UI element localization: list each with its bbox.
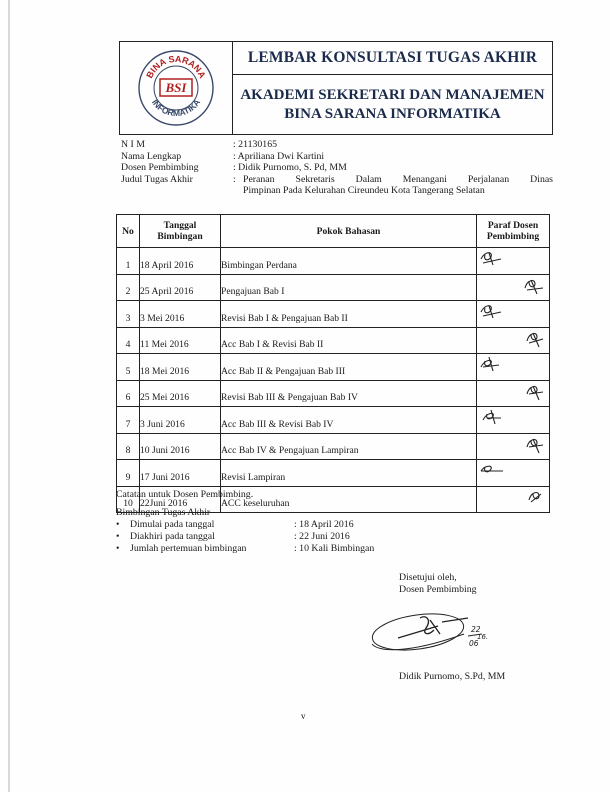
row-signature <box>477 486 550 513</box>
row-signature <box>477 301 550 328</box>
row-date: 18 April 2016 <box>140 248 221 275</box>
initial-signature-icon <box>479 302 505 322</box>
info-value-continued: Pimpinan Pada Kelurahan Cireundeu Kota Tangerang Selatan <box>243 185 485 196</box>
table-row <box>117 274 550 301</box>
row-number: 2 <box>117 274 140 301</box>
logo-cell <box>120 42 233 134</box>
summary-item <box>116 543 374 555</box>
institution-line1: AKADEMI SEKRETARI DAN MANAJEMEN <box>240 86 545 103</box>
row-signature <box>477 407 550 434</box>
document-header <box>119 41 553 135</box>
summary-value: : 10 Kali Bimbingan <box>294 543 375 554</box>
initial-signature-icon <box>523 276 549 296</box>
row-date: 3 Juni 2016 <box>140 407 221 434</box>
initial-signature-icon <box>525 435 551 455</box>
row-signature <box>477 433 550 460</box>
info-row-thesis-title-cont <box>121 185 553 197</box>
col-header-no: No <box>117 215 140 248</box>
row-number: 3 <box>117 301 140 328</box>
bullet-icon: • <box>116 531 120 542</box>
info-label: Dosen Pembimbing <box>121 162 199 173</box>
row-topic: ACC keseluruhan <box>221 486 477 513</box>
row-number: 5 <box>117 354 140 381</box>
title-cell <box>233 42 552 134</box>
row-number: 4 <box>117 327 140 354</box>
info-value: : Didik Purnomo, S. Pd, MM <box>233 162 347 173</box>
info-row-name <box>121 151 553 163</box>
signer-name: Didik Purnomo, S.Pd, MM <box>399 671 506 682</box>
row-signature <box>477 327 550 354</box>
svg-text:22: 22 <box>471 625 481 634</box>
row-topic: Revisi Bab III & Pengajuan Bab IV <box>221 380 477 407</box>
approval-line2: Dosen Pembimbing <box>399 584 477 595</box>
notes-heading: Bimbingan Tugas Akhir <box>116 507 211 518</box>
row-date: 25 Mei 2016 <box>140 380 221 407</box>
info-row-nim <box>121 139 553 151</box>
row-number: 6 <box>117 380 140 407</box>
advisor-signature-icon <box>368 600 489 668</box>
logo-mark: BSI <box>165 80 187 95</box>
page-number: v <box>301 711 306 721</box>
row-number: 8 <box>117 433 140 460</box>
table-row <box>117 301 550 328</box>
bsi-logo-icon <box>136 48 216 128</box>
bullet-icon: • <box>116 519 120 530</box>
summary-value: : 18 April 2016 <box>294 519 354 530</box>
row-topic: Acc Bab IV & Pengajuan Lampiran <box>221 433 477 460</box>
summary-label: Diakhiri pada tanggal <box>130 531 215 542</box>
initial-signature-icon <box>527 488 553 508</box>
row-topic: Acc Bab I & Revisi Bab II <box>221 327 477 354</box>
notes-section <box>116 489 374 555</box>
table-row <box>117 433 550 460</box>
row-topic: Bimbingan Perdana <box>221 248 477 275</box>
table-row <box>117 407 550 434</box>
initial-signature-icon <box>479 355 505 375</box>
row-signature <box>477 380 550 407</box>
row-date: 11 Mei 2016 <box>140 327 221 354</box>
row-date: 25 April 2016 <box>140 274 221 301</box>
notes-caption: Catatan untuk Dosen Pembimbing. <box>116 489 254 500</box>
info-label: N I M <box>121 139 145 150</box>
row-topic: Acc Bab II & Pengajuan Bab III <box>221 354 477 381</box>
summary-label: Jumlah pertemuan bimbingan <box>130 543 247 554</box>
info-value: : Apriliana Dwi Kartini <box>233 150 325 162</box>
row-date: 18 Mei 2016 <box>140 354 221 381</box>
initial-signature-icon <box>479 461 505 481</box>
info-colon: : <box>233 173 236 185</box>
table-row <box>117 248 550 275</box>
svg-text:16.: 16. <box>477 633 489 641</box>
row-number: 1 <box>117 248 140 275</box>
institution-name <box>240 75 544 134</box>
col-header-date: Tanggal Bimbingan <box>140 215 221 248</box>
row-date: 3 Mei 2016 <box>140 301 221 328</box>
info-row-thesis-title <box>121 174 553 186</box>
svg-text:INFORMATIKA <box>150 97 202 118</box>
info-label: Judul Tugas Akhir <box>121 173 193 185</box>
row-number: 9 <box>117 460 140 487</box>
student-info <box>121 139 553 197</box>
row-topic: Revisi Bab I & Pengajuan Bab II <box>221 301 477 328</box>
row-number: 10 <box>117 486 140 513</box>
row-signature <box>477 460 550 487</box>
institution-line2: BINA SARANA INFORMATIKA <box>284 105 501 122</box>
table-row <box>117 327 550 354</box>
row-date: 17 Juni 2016 <box>140 460 221 487</box>
summary-label: Dimulai pada tanggal <box>130 519 215 530</box>
svg-text:06: 06 <box>469 639 479 648</box>
page-edge <box>8 0 10 792</box>
bullet-icon: • <box>116 543 120 554</box>
info-label: Nama Lengkap <box>121 150 182 162</box>
approval-line1: Disetujui oleh, <box>399 572 457 583</box>
info-value: Peranan Sekretaris Dalam Menangani Perjalanan Dinas <box>243 173 553 185</box>
logo-text-bottom: INFORMATIKA <box>149 97 203 119</box>
summary-value: : 22 Juni 2016 <box>294 531 350 542</box>
row-topic: Revisi Lampiran <box>221 460 477 487</box>
row-topic: Acc Bab III & Revisi Bab IV <box>221 407 477 434</box>
col-header-sign: Paraf Dosen Pembimbing <box>477 215 550 248</box>
row-signature <box>477 354 550 381</box>
table-row <box>117 354 550 381</box>
row-number: 7 <box>117 407 140 434</box>
row-signature <box>477 248 550 275</box>
consultation-table <box>116 214 550 513</box>
table-row <box>117 460 550 487</box>
initial-signature-icon <box>481 408 507 428</box>
row-date: 22Juni 2016 <box>140 486 221 513</box>
info-value: : 21130165 <box>233 139 277 150</box>
summary-item <box>116 519 374 531</box>
logo-text-top: BINA SARANA <box>144 53 208 80</box>
row-signature <box>477 274 550 301</box>
initial-signature-icon <box>525 329 551 349</box>
table-header-row <box>117 215 550 248</box>
initial-signature-icon <box>479 249 505 269</box>
approval-block <box>399 572 477 596</box>
row-topic: Pengajuan Bab I <box>221 274 477 301</box>
col-header-topic: Pokok Bahasan <box>221 215 477 248</box>
info-row-advisor <box>121 162 553 174</box>
table-row <box>117 380 550 407</box>
row-date: 10 Juni 2016 <box>140 433 221 460</box>
initial-signature-icon <box>525 382 551 402</box>
form-title: LEMBAR KONSULTASI TUGAS AKHIR <box>233 42 552 75</box>
summary-item <box>116 531 374 543</box>
